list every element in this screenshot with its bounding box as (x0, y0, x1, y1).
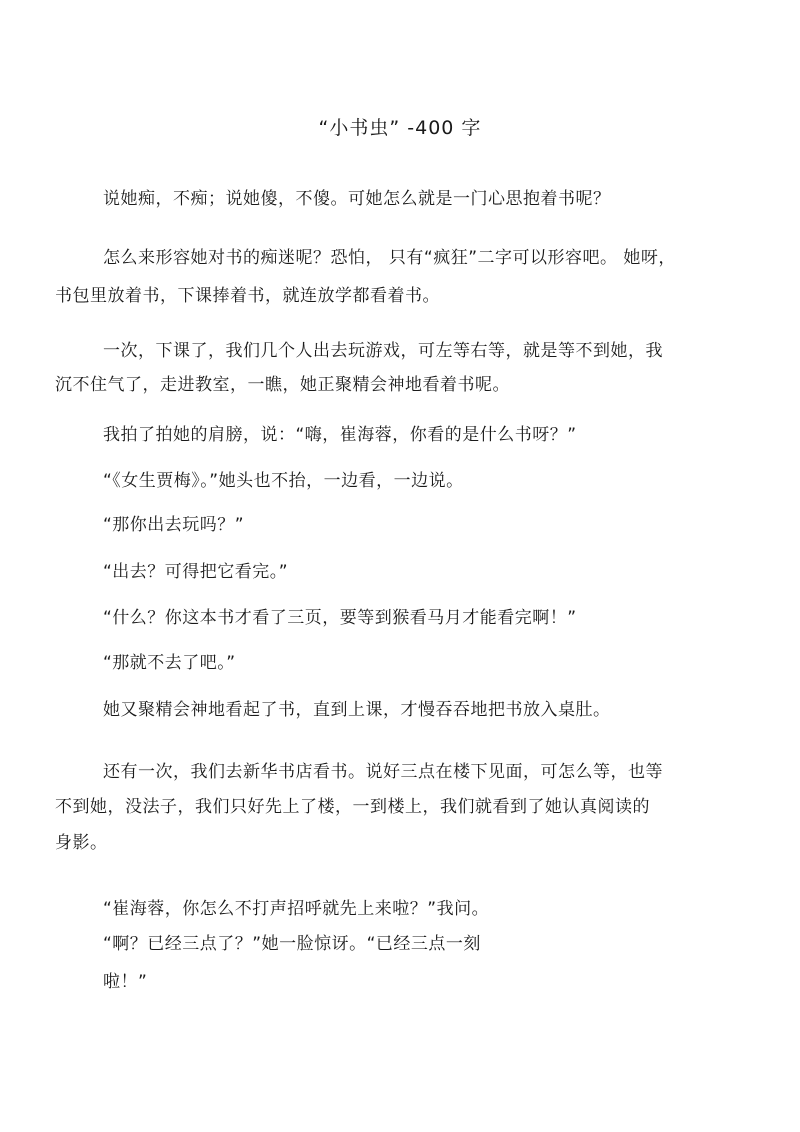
document-title: “小书虫” -400 字 (318, 117, 482, 139)
paragraph-line: 不到她，没法子，我们只好先上了楼，一到楼上，我们就看到了她认真阅读的 (55, 797, 650, 817)
paragraph-line: “《女生贾梅》。”她头也不抬，一边看，一边说。 (103, 471, 464, 491)
paragraph-line: 她又聚精会神地看起了书，直到上课，才慢吞吞地把书放入桌肚。 (103, 700, 611, 720)
paragraph-line: 一次，下课了，我们几个人出去玩游戏，可左等右等，就是等不到她，我 (103, 341, 663, 361)
paragraph-line: 啦！” (103, 972, 148, 992)
paragraph-line: 还有一次，我们去新华书店看书。说好三点在楼下见面，可怎么等，也等 (103, 762, 663, 782)
paragraph-line: “那就不去了吧。” (103, 653, 236, 673)
paragraph-line: 说她痴，不痴；说她傻，不傻。可她怎么就是一门心思抱着书呢？ (103, 189, 611, 209)
paragraph-line: 沉不住气了，走进教室，一瞧，她正聚精会神地看着书呢。 (55, 375, 510, 395)
paragraph-line: 书包里放着书，下课捧着书，就连放学都看着书。 (55, 286, 440, 306)
paragraph-line: “出去？可得把它看完。” (103, 562, 289, 582)
paragraph-line: “啊？已经三点了？”她一脸惊讶。“已经三点一刻 (103, 934, 481, 954)
paragraph-line: “什么？你这本书才看了三页，要等到猴看马月才能看完啊！” (103, 608, 577, 628)
paragraph-line: “那你出去玩吗？” (103, 515, 245, 535)
paragraph-line: 身影。 (55, 833, 108, 853)
paragraph-line: 我拍了拍她的肩膀，说：“嗨，崔海蓉，你看的是什么书呀？” (103, 425, 577, 445)
paragraph-line: “崔海蓉，你怎么不打声招呼就先上来啦？”我问。 (103, 899, 490, 919)
paragraph-line: 怎么来形容她对书的痴迷呢？恐怕， 只有“疯狂”二字可以形容吧。 她呀， (103, 248, 676, 268)
